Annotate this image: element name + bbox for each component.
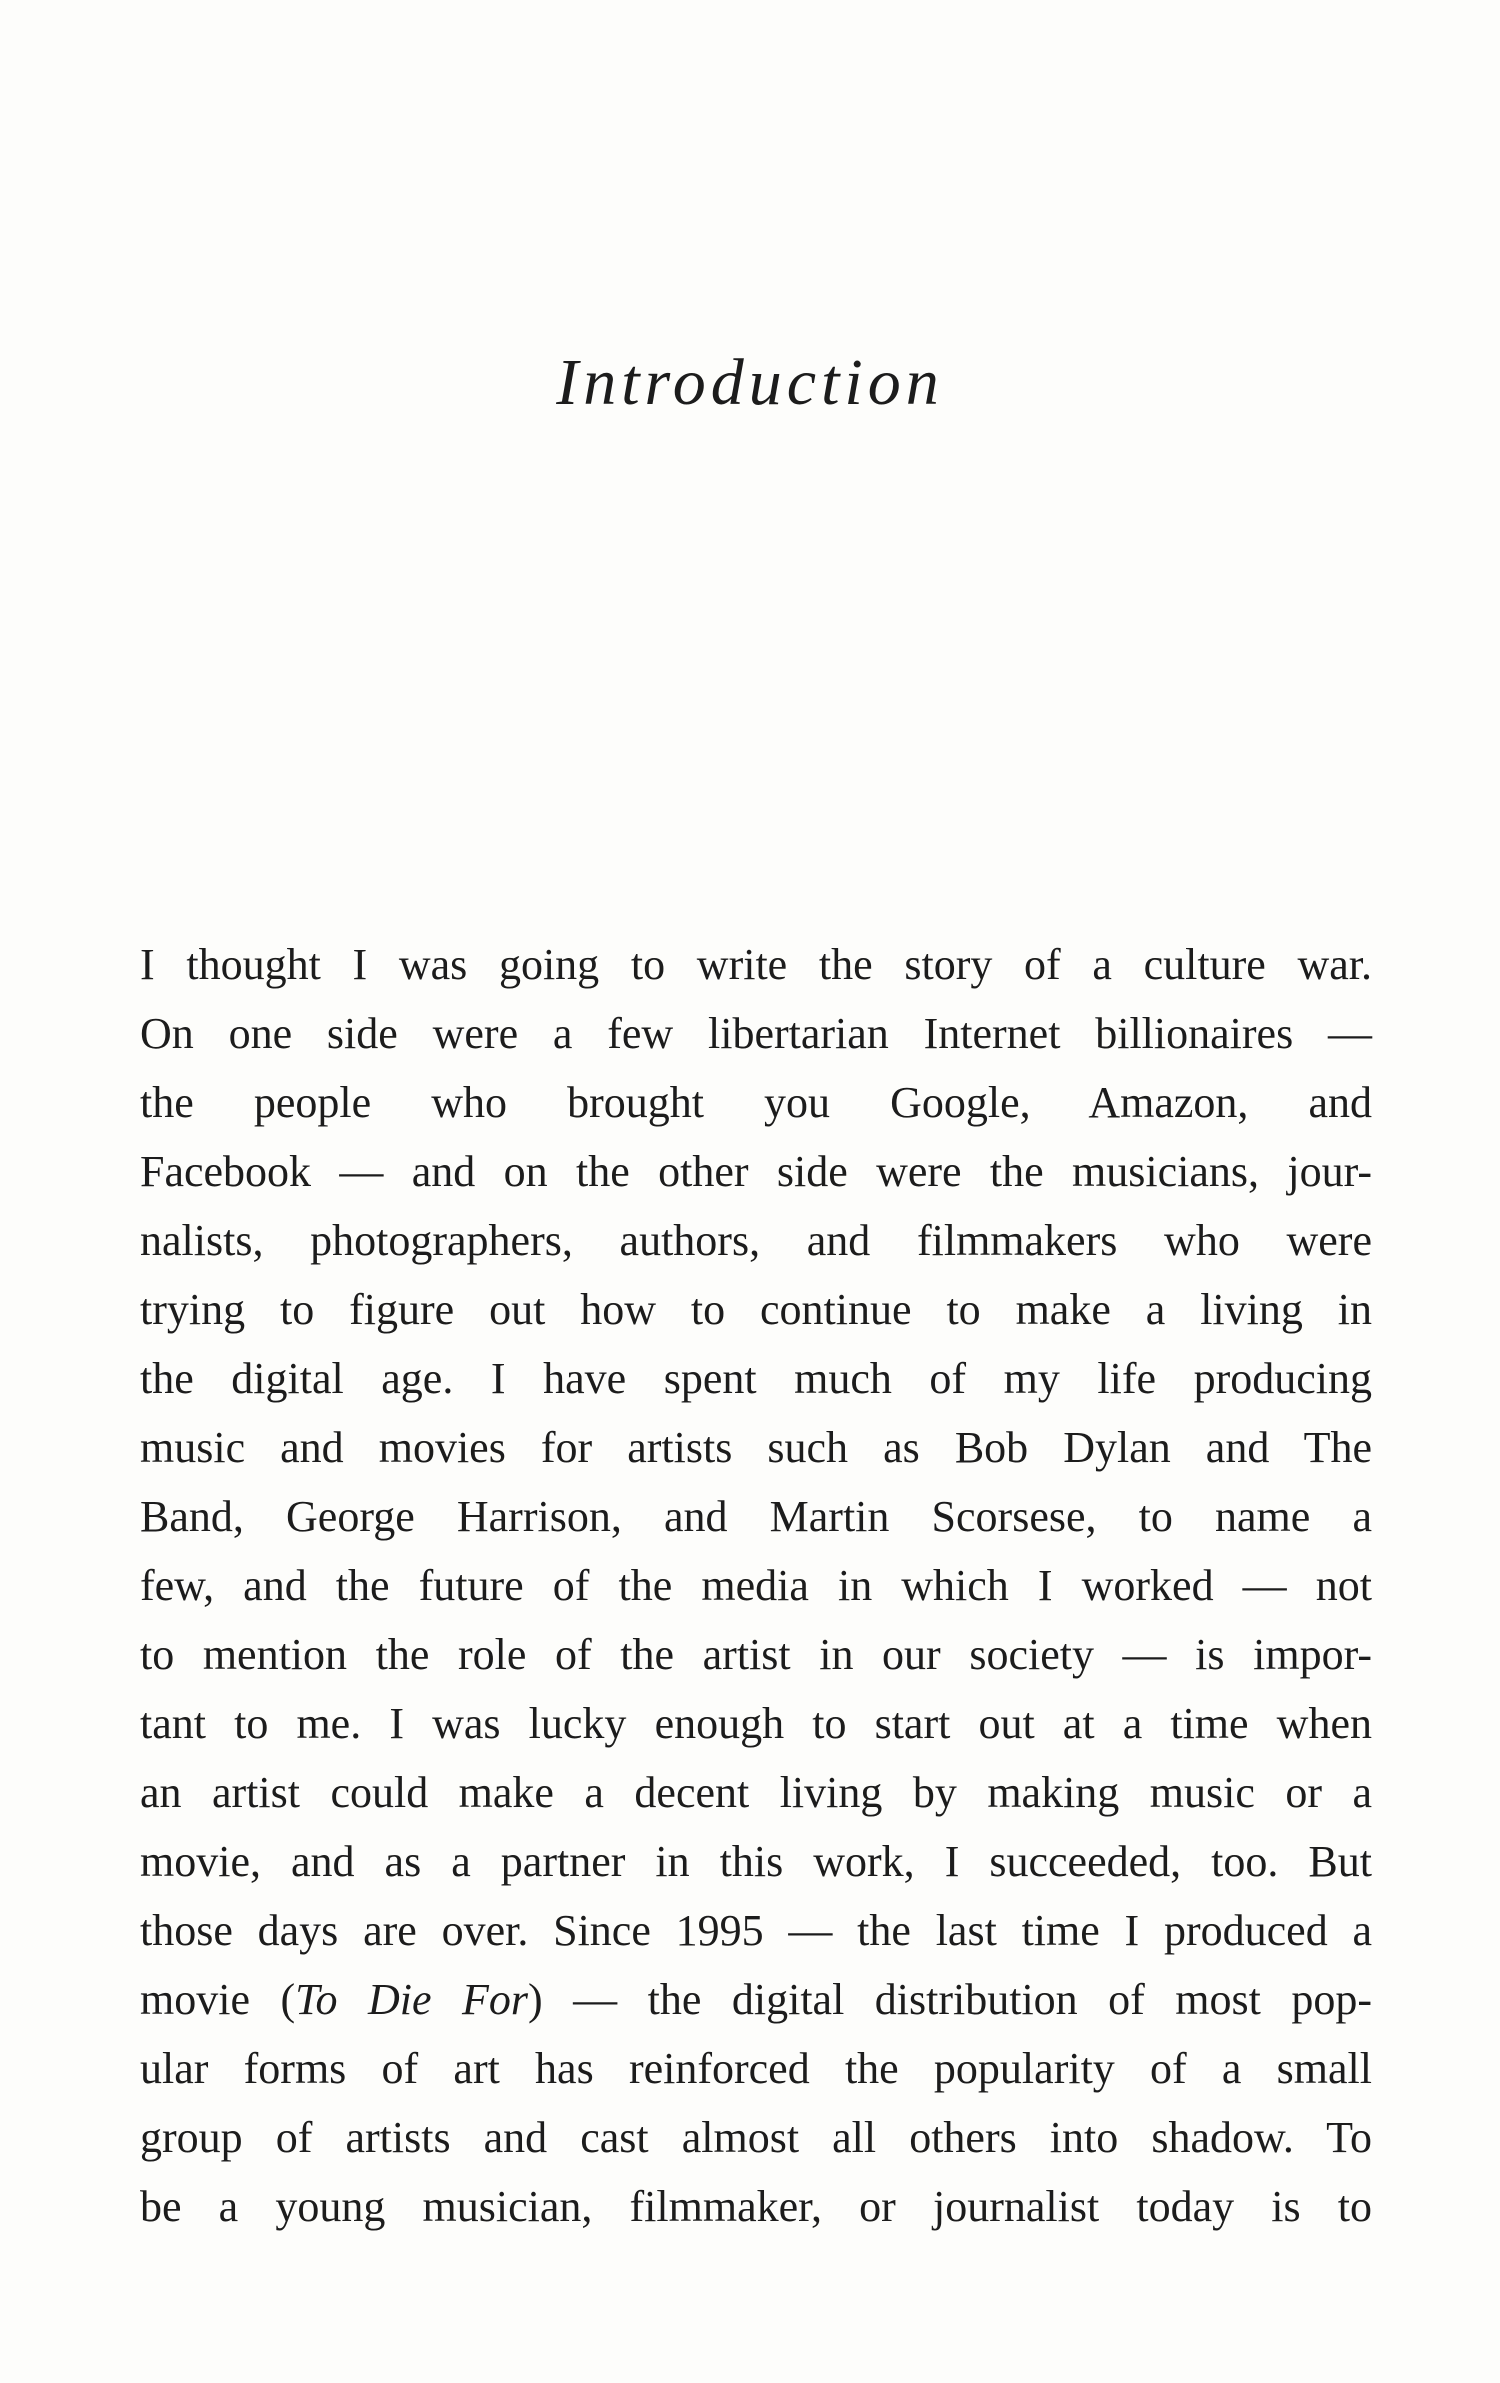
chapter-title: Introduction xyxy=(556,346,944,419)
text-line: group of artists and cast almost all others into shadow. To xyxy=(140,2113,1372,2162)
film-title: To Die For xyxy=(295,1975,529,2024)
text-segment: ) — the digital distribution of most pop- xyxy=(528,1975,1372,2024)
text-line: nalists, photographers, authors, and filmmakers who were xyxy=(140,1216,1372,1265)
text-line: On one side were a few libertarian Internet billionaires — xyxy=(140,1009,1372,1058)
text-line-with-title xyxy=(140,1965,1372,2034)
body-paragraph xyxy=(140,930,1372,2241)
text-line: ular forms of art has reinforced the popularity of a small xyxy=(140,2044,1372,2093)
text-line: tant to me. I was lucky enough to start out at a time when xyxy=(140,1699,1372,1748)
text-segment: movie ( xyxy=(140,1975,296,2024)
text-line: Band, George Harrison, and Martin Scorsese, to name a xyxy=(140,1492,1372,1541)
text-line: Facebook — and on the other side were the musicians, jour- xyxy=(140,1147,1372,1196)
text-line: the people who brought you Google, Amazon, and xyxy=(140,1078,1372,1127)
text-line: movie, and as a partner in this work, I succeeded, too. But xyxy=(140,1837,1372,1886)
text-line: be a young musician, filmmaker, or journalist today is to xyxy=(140,2182,1372,2231)
text-line: to mention the role of the artist in our society — is impor- xyxy=(140,1630,1372,1679)
text-line: trying to figure out how to continue to make a living in xyxy=(140,1285,1372,1334)
text-line: an artist could make a decent living by making music or a xyxy=(140,1768,1372,1817)
text-line: few, and the future of the media in which I worked — not xyxy=(140,1561,1372,1610)
text-line: I thought I was going to write the story of a culture war. xyxy=(140,940,1372,989)
text-line: the digital age. I have spent much of my life producing xyxy=(140,1354,1372,1403)
text-line: music and movies for artists such as Bob Dylan and The xyxy=(140,1423,1372,1472)
text-line: those days are over. Since 1995 — the last time I produced a xyxy=(140,1906,1372,1955)
